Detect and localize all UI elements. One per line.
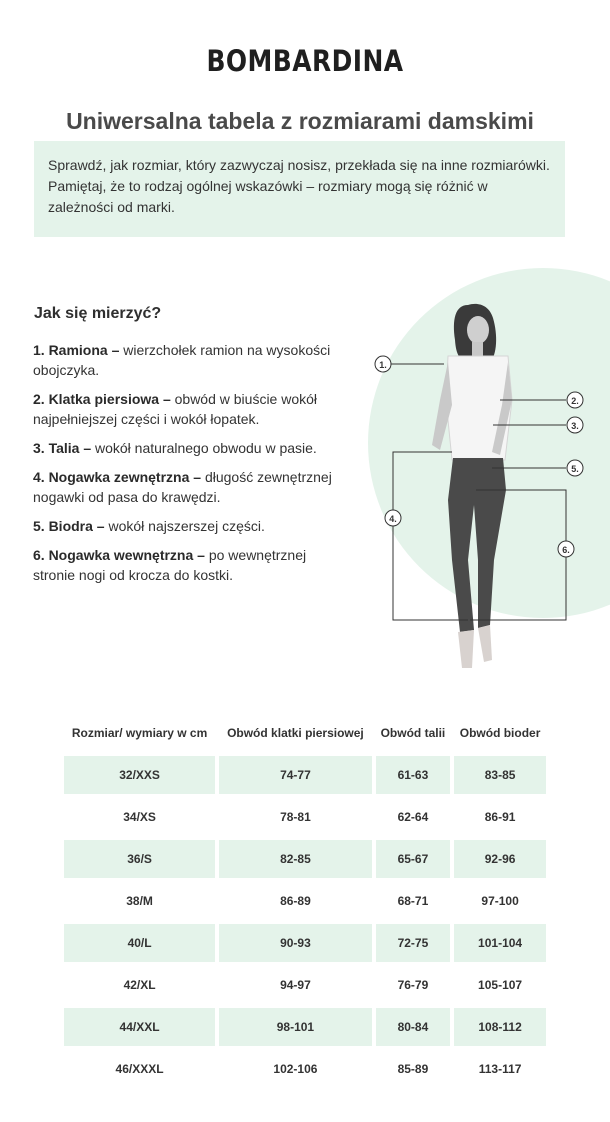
table-cell: 105-107 <box>454 964 546 1006</box>
table-cell: 34/XS <box>64 796 215 838</box>
table-cell: 108-112 <box>454 1006 546 1048</box>
howto-item-text: wokół naturalnego obwodu w pasie. <box>91 440 317 456</box>
page-title: Uniwersalna tabela z rozmiarami damskimi <box>66 108 534 134</box>
table-cell: 83-85 <box>454 754 546 796</box>
table-cell: 74-77 <box>219 754 372 796</box>
table-cell: 38/M <box>64 880 215 922</box>
table-cell: 68-71 <box>376 880 450 922</box>
table-cell: 94-97 <box>219 964 372 1006</box>
marker-4 <box>385 510 401 526</box>
brand-logo[interactable]: BOMBARDINA <box>206 44 404 78</box>
table-cell: 78-81 <box>219 796 372 838</box>
table-cell: 80-84 <box>376 1006 450 1048</box>
table-cell: 92-96 <box>454 838 546 880</box>
table-cell: 72-75 <box>376 922 450 964</box>
measurement-figure <box>360 290 610 690</box>
table-row <box>64 964 546 1006</box>
table-cell: 65-67 <box>376 838 450 880</box>
table-cell: 97-100 <box>454 880 546 922</box>
table-cell: 85-89 <box>376 1048 450 1090</box>
table-row <box>64 880 546 922</box>
table-cell: 98-101 <box>219 1006 372 1048</box>
table-row <box>64 1006 546 1048</box>
table-row <box>64 754 546 796</box>
table-row <box>64 838 546 880</box>
table-cell: 101-104 <box>454 922 546 964</box>
table-cell: 36/S <box>64 838 215 880</box>
howto-item-text: długość zewnętrznej nogawki od pasa do krawędzi. <box>33 469 332 505</box>
woman-silhouette <box>432 304 512 668</box>
table-cell: 113-117 <box>454 1048 546 1090</box>
table-cell: 90-93 <box>219 922 372 964</box>
table-cell: 40/L <box>64 922 215 964</box>
table-cell: 32/XXS <box>64 754 215 796</box>
howto-item <box>33 516 343 536</box>
howto-item-text: po wewnętrznej stronie nogi od krocza do kostki. <box>33 547 307 583</box>
column-header: Obwód klatki piersiowej <box>227 725 364 740</box>
table-row <box>64 796 546 838</box>
svg-text:2.: 2. <box>571 396 579 406</box>
howto-item-label: 4. Nogawka zewnętrzna – <box>33 469 202 485</box>
table-cell: 76-79 <box>376 964 450 1006</box>
column-header: Obwód bioder <box>459 725 541 740</box>
howto-item-label: 1. Ramiona – <box>33 342 120 358</box>
intro-box: Sprawdź, jak rozmiar, który zazwyczaj nosisz, przekłada się na inne rozmiarówki. Pamiętaj, że to rodzaj ogólnej wskazówki – rozmiary mogą się różnić w zależności od marki. <box>34 141 565 237</box>
table-cell: 102-106 <box>219 1048 372 1090</box>
table-cell: 42/XL <box>64 964 215 1006</box>
marker-5 <box>567 460 583 476</box>
svg-text:5.: 5. <box>571 464 579 474</box>
howto-list <box>33 340 343 594</box>
table-row <box>64 1048 546 1090</box>
howto-item <box>33 467 343 507</box>
howto-title: Jak się mierzyć? <box>34 305 162 322</box>
table-cell: 62-64 <box>376 796 450 838</box>
table-cell: 46/XXXL <box>64 1048 215 1090</box>
svg-text:1.: 1. <box>379 360 387 370</box>
howto-item <box>33 340 343 380</box>
table-cell: 86-91 <box>454 796 546 838</box>
howto-item-text: wierzchołek ramion na wysokości obojczyka. <box>33 342 331 378</box>
marker-1 <box>375 356 391 372</box>
table-cell: 82-85 <box>219 838 372 880</box>
column-header: Rozmiar/ wymiary w cm <box>71 725 208 740</box>
column-header: Obwód talii <box>380 725 446 740</box>
table-row <box>64 922 546 964</box>
marker-3 <box>567 417 583 433</box>
table-cell: 86-89 <box>219 880 372 922</box>
howto-item-label: 3. Talia – <box>33 440 92 456</box>
howto-item-label: 6. Nogawka wewnętrzna – <box>33 547 205 563</box>
size-table <box>60 712 550 1090</box>
table-cell: 61-63 <box>376 754 450 796</box>
svg-text:3.: 3. <box>571 421 579 431</box>
howto-item-text: obwód w biuście wokół najpełniejszej części i wokół łopatek. <box>33 391 318 427</box>
table-header-row <box>64 712 546 754</box>
svg-text:6.: 6. <box>562 545 570 555</box>
table-cell: 44/XXL <box>64 1006 215 1048</box>
howto-item <box>33 438 343 458</box>
howto-item-text: wokół najszerszej części. <box>104 518 265 534</box>
marker-6 <box>558 541 574 557</box>
howto-item-label: 5. Biodra – <box>33 518 105 534</box>
howto-item-label: 2. Klatka piersiowa – <box>33 391 171 407</box>
svg-text:4.: 4. <box>389 514 397 524</box>
howto-item <box>33 545 343 585</box>
howto-item <box>33 389 343 429</box>
marker-2 <box>567 392 583 408</box>
